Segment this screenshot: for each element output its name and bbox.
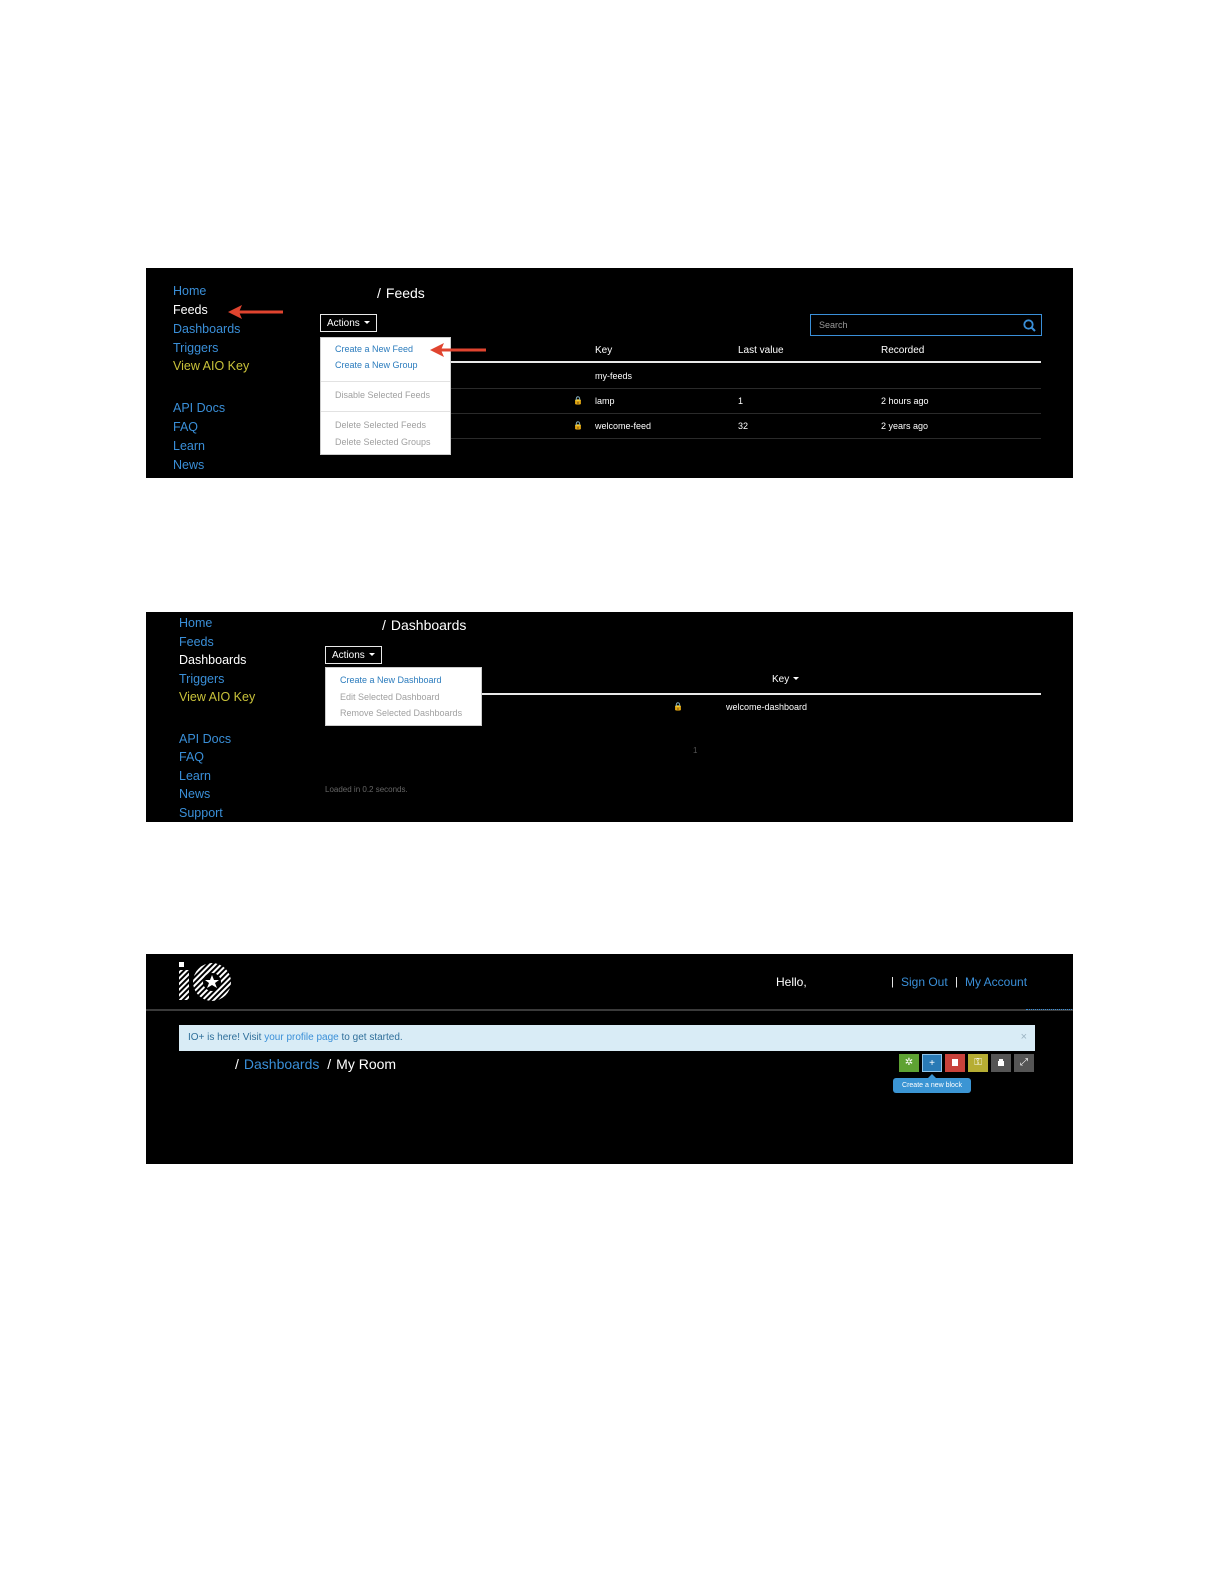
breadcrumb (382, 617, 466, 633)
dashboards-screenshot-panel (146, 612, 1073, 822)
announcement-banner (179, 1025, 1035, 1051)
sidebar-item-api-docs[interactable]: API Docs (179, 732, 232, 746)
lock-button[interactable] (991, 1054, 1011, 1072)
lock-icon: 🔒 (573, 421, 583, 430)
header-divider-dots (1026, 1009, 1072, 1011)
gear-button[interactable] (899, 1054, 919, 1072)
pagination-page[interactable]: 1 (693, 746, 698, 755)
column-header-key[interactable] (772, 674, 799, 685)
actions-dropdown-button[interactable] (325, 646, 382, 664)
sidebar-item-learn[interactable]: Learn (179, 769, 211, 783)
actions-dropdown-menu (325, 667, 482, 726)
fullscreen-icon: ⤢ (1020, 1057, 1028, 1068)
menu-item-delete-groups[interactable]: Delete Selected Groups (335, 437, 431, 447)
menu-divider (321, 381, 450, 382)
breadcrumb (377, 285, 425, 301)
menu-item-create-dashboard[interactable]: Create a New Dashboard (340, 675, 442, 685)
column-header-key[interactable]: Key (595, 345, 613, 356)
sidebar-item-feeds[interactable]: Feeds (173, 303, 208, 317)
actions-button-label: Actions (332, 650, 365, 661)
table-header-divider (481, 693, 1041, 695)
breadcrumb-separator: / (377, 285, 381, 301)
row-key[interactable]: welcome-dashboard (726, 702, 808, 712)
menu-item-create-feed[interactable]: Create a New Feed (335, 344, 414, 354)
actions-dropdown-button[interactable] (320, 314, 377, 332)
gear-icon: ✲ (904, 1057, 914, 1068)
sidebar-item-learn[interactable]: Learn (173, 439, 205, 453)
fullscreen-button[interactable] (1014, 1054, 1034, 1072)
search-placeholder: Search (819, 320, 848, 330)
sidebar-item-dashboards[interactable]: Dashboards (179, 653, 247, 667)
create-block-tooltip: Create a new block (893, 1078, 971, 1093)
key-icon: ⚿ (974, 1057, 982, 1068)
sign-out-link[interactable]: Sign Out (901, 975, 948, 989)
breadcrumb-separator: / (382, 617, 386, 633)
sidebar-item-triggers[interactable]: Triggers (173, 341, 219, 355)
feeds-screenshot-panel (146, 268, 1073, 478)
banner-text (188, 1032, 403, 1043)
banner-prefix: IO+ is here! Visit (188, 1032, 265, 1043)
menu-item-create-group[interactable]: Create a New Group (335, 360, 418, 370)
column-header-recorded[interactable]: Recorded (881, 345, 925, 356)
banner-suffix: to get started. (338, 1032, 403, 1043)
sidebar-item-faq[interactable]: FAQ (173, 420, 199, 434)
breadcrumb-separator: / (235, 1056, 239, 1072)
lock-icon: 🔒 (673, 702, 683, 711)
row-last-value: 1 (738, 396, 744, 406)
sidebar-item-dashboards[interactable]: Dashboards (173, 322, 241, 336)
breadcrumb (235, 1056, 396, 1072)
row-divider (449, 413, 1041, 414)
column-header-key-label: Key (772, 674, 790, 685)
header-separator: | (955, 976, 958, 988)
my-room-screenshot-panel (146, 954, 1073, 1164)
menu-item-disable-feeds[interactable]: Disable Selected Feeds (335, 390, 431, 400)
add-block-button[interactable] (922, 1054, 942, 1072)
sidebar-item-home[interactable]: Home (179, 616, 213, 630)
menu-item-remove-dashboards[interactable]: Remove Selected Dashboards (340, 708, 463, 718)
row-divider (449, 388, 1041, 389)
menu-item-delete-feeds[interactable]: Delete Selected Feeds (335, 420, 427, 430)
column-header-last-value[interactable]: Last value (738, 345, 784, 356)
row-divider (449, 438, 1041, 439)
delete-button[interactable] (945, 1054, 965, 1072)
breadcrumb-current: My Room (336, 1056, 397, 1072)
lock-icon: 🔒 (573, 396, 583, 405)
sidebar-item-support[interactable]: Support (179, 806, 223, 820)
row-key[interactable]: welcome-feed (595, 421, 652, 431)
breadcrumb-dashboards-link[interactable]: Dashboards (243, 1056, 320, 1072)
sidebar-item-triggers[interactable]: Triggers (179, 672, 225, 686)
sidebar-item-view-aio-key[interactable]: View AIO Key (179, 690, 256, 704)
breadcrumb-current: Feeds (385, 285, 425, 301)
key-button[interactable] (968, 1054, 988, 1072)
sidebar-item-news[interactable]: News (179, 787, 211, 801)
row-last-value: 32 (738, 421, 749, 431)
breadcrumb-separator: / (327, 1056, 332, 1072)
chevron-down-icon (364, 321, 370, 324)
header-separator: | (891, 976, 894, 988)
row-key[interactable]: lamp (595, 396, 615, 406)
sidebar-item-feeds[interactable]: Feeds (179, 635, 214, 649)
breadcrumb-current: Dashboards (390, 617, 467, 633)
sort-caret-icon (793, 677, 799, 680)
my-account-link[interactable]: My Account (965, 975, 1028, 989)
plus-icon: + (929, 1058, 935, 1069)
chevron-down-icon (369, 653, 375, 656)
greeting-text: Hello, (776, 975, 807, 989)
sidebar-item-home[interactable]: Home (173, 284, 207, 298)
sidebar-item-api-docs[interactable]: API Docs (173, 401, 226, 415)
row-recorded: 2 hours ago (881, 396, 929, 406)
arrow-to-feeds-icon (228, 304, 288, 320)
profile-page-link[interactable]: your profile page (264, 1032, 339, 1043)
lock-icon (998, 1061, 1004, 1066)
row-recorded: 2 years ago (881, 421, 929, 431)
load-time-text: Loaded in 0.2 seconds. (325, 785, 408, 794)
actions-button-label: Actions (327, 318, 360, 329)
sidebar-item-view-aio-key[interactable]: View AIO Key (173, 359, 250, 373)
table-header-divider (449, 361, 1041, 363)
menu-item-edit-dashboard[interactable]: Edit Selected Dashboard (340, 692, 440, 702)
menu-divider (321, 411, 450, 412)
close-icon[interactable]: × (1020, 1031, 1027, 1043)
sidebar-item-news[interactable]: News (173, 458, 205, 472)
arrow-to-create-feed-icon (430, 342, 488, 358)
row-key[interactable]: my-feeds (595, 371, 633, 381)
header-divider (146, 1009, 1073, 1011)
search-input[interactable] (810, 314, 1042, 336)
search-icon[interactable] (1023, 319, 1036, 332)
io-logo-icon[interactable] (178, 961, 234, 1003)
sidebar-item-faq[interactable]: FAQ (179, 750, 205, 764)
trash-icon (952, 1059, 958, 1066)
